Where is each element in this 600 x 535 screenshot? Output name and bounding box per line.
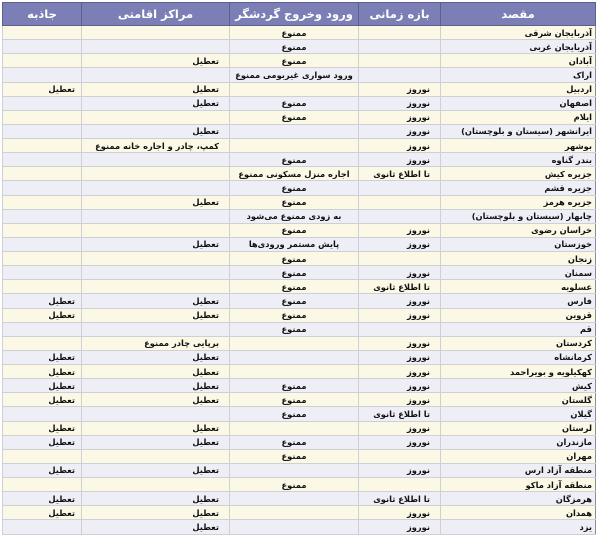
entry-exit-cell [230,365,359,379]
attraction-cell [3,153,82,167]
attraction-cell [3,478,82,492]
period-cell: تا اطلاع ثانوی [359,280,441,294]
entry-exit-cell: ممنوع [230,435,359,449]
table-row [3,336,596,350]
attraction-cell [3,280,82,294]
entry-exit-cell: به زودی ممنوع می‌شود [230,209,359,223]
attraction-cell: تعطیل [3,463,82,477]
accommodation-cell: تعطیل [82,365,230,379]
entry-exit-cell [230,336,359,350]
accommodation-cell [82,153,230,167]
attraction-cell [3,336,82,350]
destination-cell: مازندران [441,435,596,449]
destination-cell: گلستان [441,393,596,407]
entry-exit-cell: ممنوع [230,379,359,393]
accommodation-cell: تعطیل [82,421,230,435]
attraction-cell: تعطیل [3,421,82,435]
header-time-period: بازه زمانی [359,3,441,26]
table-header-row [3,3,596,26]
entry-exit-cell: ممنوع [230,280,359,294]
destination-cell: کرمانشاه [441,350,596,364]
period-cell: نوروز [359,266,441,280]
entry-exit-cell [230,139,359,153]
accommodation-cell [82,252,230,266]
table-row [3,478,596,492]
destination-cell: ایرانشهر (سیستان و بلوچستان) [441,124,596,138]
table-row [3,449,596,463]
header-accommodation-centers: مراکز اقامتی [82,3,230,26]
table-row [3,350,596,364]
entry-exit-cell [230,492,359,506]
table-row [3,54,596,68]
attraction-cell: تعطیل [3,294,82,308]
period-cell: نوروز [359,421,441,435]
destination-cell: سمنان [441,266,596,280]
entry-exit-cell: ممنوع [230,308,359,322]
attraction-cell: تعطیل [3,365,82,379]
attraction-cell [3,40,82,54]
period-cell [359,26,441,40]
destination-cell: لرستان [441,421,596,435]
accommodation-cell: تعطیل [82,308,230,322]
accommodation-cell: تعطیل [82,435,230,449]
destination-cell: اراک [441,68,596,82]
attraction-cell [3,110,82,124]
accommodation-cell [82,181,230,195]
destination-cell: جزیره کیش [441,167,596,181]
period-cell [359,195,441,209]
period-cell: نوروز [359,96,441,110]
period-cell: نوروز [359,308,441,322]
table-row [3,308,596,322]
destination-cell: جزیره هرمز [441,195,596,209]
entry-exit-cell [230,463,359,477]
table-row [3,167,596,181]
period-cell: نوروز [359,294,441,308]
table-row [3,280,596,294]
accommodation-cell [82,322,230,336]
entry-exit-cell: ممنوع [230,252,359,266]
accommodation-cell: تعطیل [82,195,230,209]
attraction-cell [3,449,82,463]
accommodation-cell [82,407,230,421]
period-cell [359,252,441,266]
destination-cell: فارس [441,294,596,308]
table-row [3,435,596,449]
destination-cell: اردبیل [441,82,596,96]
table-row [3,421,596,435]
destination-cell: کیش [441,379,596,393]
attraction-cell: تعطیل [3,492,82,506]
attraction-cell [3,68,82,82]
destination-cell: چابهار (سیستان و بلوچستان) [441,209,596,223]
accommodation-cell: تعطیل [82,237,230,251]
period-cell: تا اطلاع ثانوی [359,167,441,181]
period-cell: نوروز [359,139,441,153]
destination-cell: منطقه آزاد ماکو [441,478,596,492]
destination-cell: ایلام [441,110,596,124]
destination-cell: کهکیلویه و بویراحمد [441,365,596,379]
table-row [3,322,596,336]
entry-exit-cell: ممنوع [230,407,359,421]
destination-cell: اصفهان [441,96,596,110]
period-cell: تا اطلاع ثانوی [359,407,441,421]
header-destination: مقصد [441,3,596,26]
entry-exit-cell [230,82,359,96]
attraction-cell [3,124,82,138]
accommodation-cell: تعطیل [82,520,230,534]
entry-exit-cell: ممنوع [230,40,359,54]
destination-cell: قزوین [441,308,596,322]
destination-cell: همدان [441,506,596,520]
accommodation-cell: تعطیل [82,492,230,506]
period-cell: نوروز [359,124,441,138]
period-cell: نوروز [359,237,441,251]
destination-cell: قم [441,322,596,336]
period-cell: نوروز [359,350,441,364]
accommodation-cell: کمپ، چادر و اجاره خانه ممنوع [82,139,230,153]
attraction-cell [3,252,82,266]
accommodation-cell: تعطیل [82,82,230,96]
destination-cell: گیلان [441,407,596,421]
entry-exit-cell: اجاره منزل مسکونی ممنوع [230,167,359,181]
accommodation-cell: تعطیل [82,393,230,407]
entry-exit-cell: ممنوع [230,266,359,280]
accommodation-cell: تعطیل [82,96,230,110]
entry-exit-cell: ممنوع [230,195,359,209]
attraction-cell [3,54,82,68]
table-row [3,520,596,534]
table-row [3,96,596,110]
accommodation-cell: تعطیل [82,463,230,477]
attraction-cell [3,407,82,421]
entry-exit-cell [230,350,359,364]
attraction-cell: تعطیل [3,379,82,393]
attraction-cell: تعطیل [3,350,82,364]
destination-cell: آذربایجان غربی [441,40,596,54]
period-cell: تا اطلاع ثانوی [359,492,441,506]
attraction-cell [3,237,82,251]
attraction-cell [3,322,82,336]
destination-cell: آبادان [441,54,596,68]
table-row [3,463,596,477]
accommodation-cell [82,167,230,181]
table-row [3,195,596,209]
period-cell [359,40,441,54]
period-cell: نوروز [359,435,441,449]
period-cell: نوروز [359,110,441,124]
period-cell: نوروز [359,365,441,379]
period-cell [359,209,441,223]
header-tourist-entry-exit: ورود وخروج گردشگر [230,3,359,26]
attraction-cell [3,520,82,534]
entry-exit-cell: ممنوع [230,181,359,195]
period-cell [359,68,441,82]
table-row [3,223,596,237]
entry-exit-cell: ممنوع [230,110,359,124]
accommodation-cell: تعطیل [82,506,230,520]
accommodation-cell: تعطیل [82,379,230,393]
table-row [3,82,596,96]
attraction-cell [3,266,82,280]
period-cell: نوروز [359,506,441,520]
attraction-cell: تعطیل [3,435,82,449]
table-row [3,407,596,421]
travel-restrictions-table [2,2,596,535]
destination-cell: خوزستان [441,237,596,251]
accommodation-cell: برپایی چادر ممنوع [82,336,230,350]
header-attractions: جاذبه [3,3,82,26]
accommodation-cell [82,209,230,223]
table-row [3,26,596,40]
period-cell: نوروز [359,223,441,237]
attraction-cell: تعطیل [3,393,82,407]
entry-exit-cell: ممنوع [230,393,359,407]
attraction-cell [3,195,82,209]
destination-cell: منطقه آزاد ارس [441,463,596,477]
period-cell: نوروز [359,463,441,477]
attraction-cell [3,96,82,110]
table-row [3,153,596,167]
entry-exit-cell: ورود سواری غیربومی ممنوع [230,68,359,82]
destination-cell: زنجان [441,252,596,266]
accommodation-cell [82,26,230,40]
table-row [3,237,596,251]
accommodation-cell [82,223,230,237]
table-row [3,40,596,54]
entry-exit-cell [230,506,359,520]
destination-cell: آذربایجان شرقی [441,26,596,40]
attraction-cell: تعطیل [3,308,82,322]
accommodation-cell [82,68,230,82]
attraction-cell [3,223,82,237]
period-cell: نوروز [359,82,441,96]
entry-exit-cell: ممنوع [230,96,359,110]
attraction-cell [3,26,82,40]
table-row [3,294,596,308]
entry-exit-cell: ممنوع [230,223,359,237]
table-row [3,110,596,124]
attraction-cell [3,181,82,195]
attraction-cell [3,139,82,153]
period-cell: نوروز [359,379,441,393]
accommodation-cell [82,110,230,124]
entry-exit-cell [230,421,359,435]
table-row [3,181,596,195]
period-cell [359,478,441,492]
destination-cell: بوشهر [441,139,596,153]
accommodation-cell: تعطیل [82,294,230,308]
table-row [3,124,596,138]
period-cell [359,181,441,195]
entry-exit-cell: ممنوع [230,153,359,167]
table-row [3,68,596,82]
accommodation-cell [82,280,230,294]
entry-exit-cell: ممنوع [230,294,359,308]
destination-cell: مهران [441,449,596,463]
attraction-cell [3,167,82,181]
entry-exit-cell: ممنوع [230,322,359,336]
period-cell [359,322,441,336]
table-row [3,393,596,407]
attraction-cell [3,209,82,223]
accommodation-cell [82,478,230,492]
entry-exit-cell: ممنوع [230,449,359,463]
period-cell: نوروز [359,153,441,167]
entry-exit-cell: ممنوع [230,26,359,40]
accommodation-cell: تعطیل [82,350,230,364]
period-cell: نوروز [359,520,441,534]
table-row [3,252,596,266]
destination-cell: هرمزگان [441,492,596,506]
attraction-cell: تعطیل [3,506,82,520]
accommodation-cell: تعطیل [82,54,230,68]
table-row [3,379,596,393]
table-row [3,139,596,153]
table-row [3,506,596,520]
destination-cell: کردستان [441,336,596,350]
destination-cell: خراسان رضوی [441,223,596,237]
accommodation-cell: تعطیل [82,124,230,138]
entry-exit-cell [230,520,359,534]
destination-cell: جزیره قشم [441,181,596,195]
entry-exit-cell: ممنوع [230,478,359,492]
accommodation-cell [82,449,230,463]
entry-exit-cell [230,124,359,138]
destination-cell: عسلویه [441,280,596,294]
attraction-cell: تعطیل [3,82,82,96]
period-cell [359,449,441,463]
period-cell [359,54,441,68]
destination-cell: یزد [441,520,596,534]
accommodation-cell [82,266,230,280]
table-row [3,365,596,379]
period-cell: نوروز [359,393,441,407]
table-row [3,209,596,223]
table-body [3,26,596,535]
entry-exit-cell: پایش مستمر ورودی‌ها [230,237,359,251]
table-row [3,266,596,280]
period-cell: نوروز [359,336,441,350]
entry-exit-cell: ممنوع [230,54,359,68]
accommodation-cell [82,40,230,54]
destination-cell: بندر گناوه [441,153,596,167]
table-row [3,492,596,506]
